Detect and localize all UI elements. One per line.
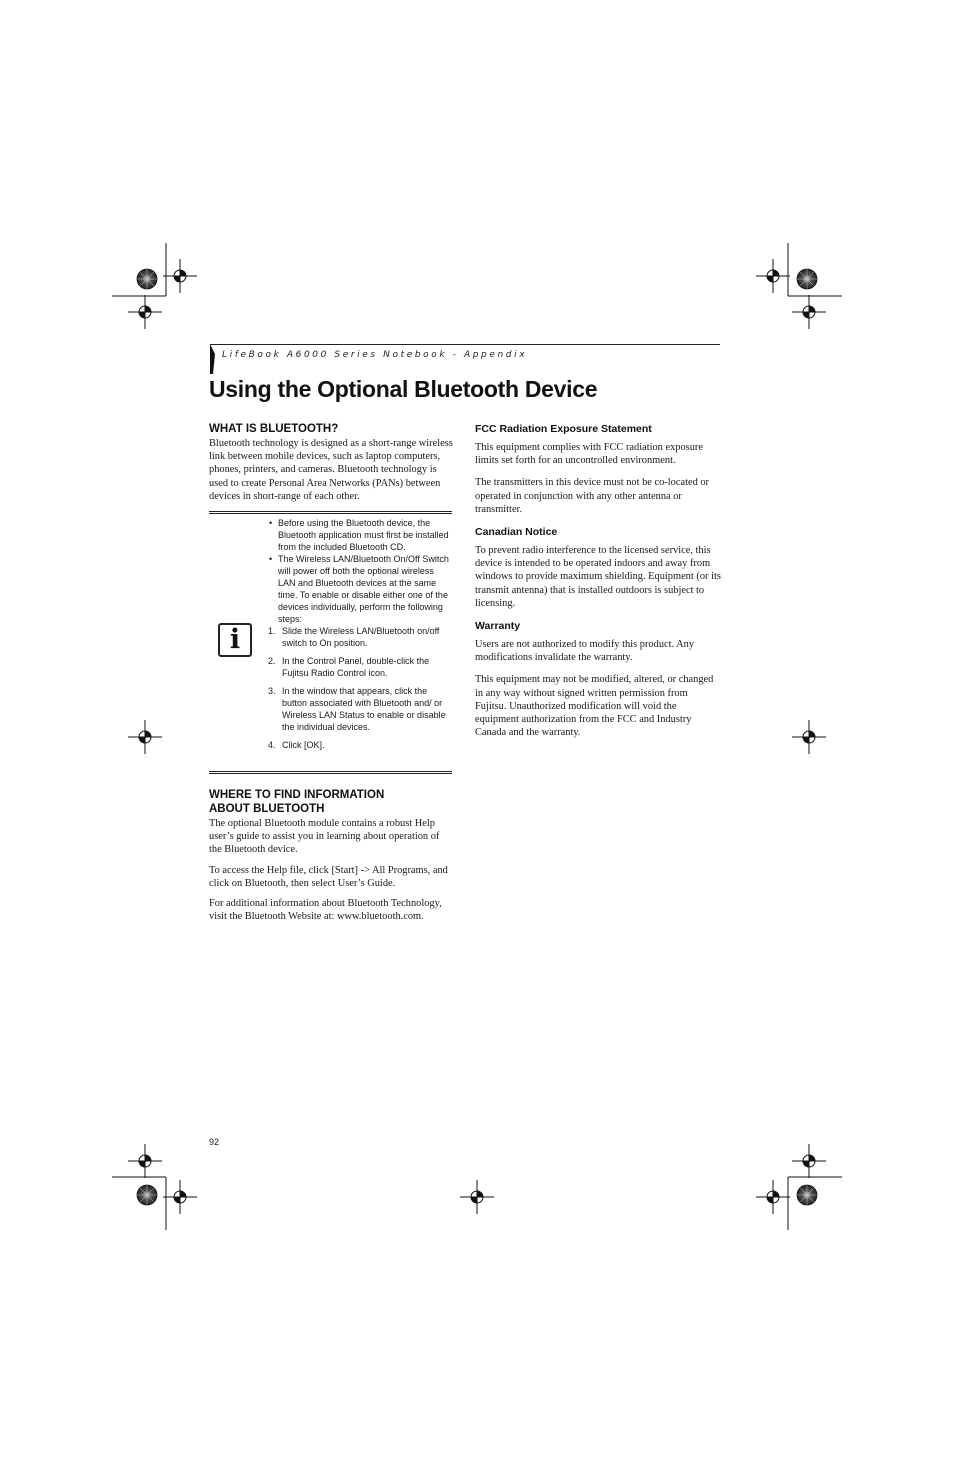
note-step-number: 3. xyxy=(268,686,276,696)
canadian-notice-text: To prevent radio interference to the licensed service, this device is intended to be operated indoors and away from windows to provide maximum shielding. Equipment (or its transmit antenna) that is installed outdoors is subject to licensing. xyxy=(475,545,721,609)
header-rule xyxy=(210,344,720,345)
where-to-find-heading xyxy=(209,788,453,816)
note-bullet: • The Wireless LAN/Bluetooth On/Off Switch will power off both the optional wireless LAN and Bluetooth devices at the same time. To enable or disable either one of the devices individually, perform the following steps: xyxy=(269,554,449,624)
where-to-find-section xyxy=(209,788,453,930)
note-step-text: In the window that appears, click the button associated with Bluetooth and/ or Wireless LAN Status to enable or disable the individual devices. xyxy=(282,686,446,732)
note-step xyxy=(267,685,452,733)
info-icon: i xyxy=(218,623,252,657)
left-column xyxy=(209,422,453,510)
note-rule-top xyxy=(209,511,452,514)
page-title: Using the Optional Bluetooth Device xyxy=(209,376,598,402)
note-step xyxy=(267,739,452,751)
where-to-find-text: For additional information about Bluetooth Technology, visit the Bluetooth Website at: www.bluetooth.com. xyxy=(209,898,442,923)
note-step xyxy=(267,625,452,649)
header-tab-mark xyxy=(210,344,215,374)
running-head: LifeBook A6000 Series Notebook - Appendix xyxy=(222,350,528,360)
note-box xyxy=(209,511,452,775)
fcc-text: The transmitters in this device must not be co-located or operated in conjunction with any other antenna or transmitter. xyxy=(475,477,710,515)
fcc-heading: FCC Radiation Exposure Statement xyxy=(475,423,652,435)
warranty-text: This equipment may not be modified, altered, or changed in any way without signed written permission from Fujitsu. Unauthorized modification will void the equipment authorization from the FCC and Industry Canada and the warranty. xyxy=(475,674,714,739)
fcc-text: This equipment complies with FCC radiation exposure limits set forth for an uncontrolled environment. xyxy=(475,442,703,467)
what-is-bluetooth-heading: WHAT IS BLUETOOTH? xyxy=(209,423,339,435)
what-is-bluetooth-text: Bluetooth technology is designed as a short-range wireless link between mobile devices, such as laptop computers, phones, printers, and cameras. Bluetooth technology is used to create Personal Area Networks (PANs) between devices in short-range of each other. xyxy=(209,438,453,502)
note-bullet-text: The Wireless LAN/Bluetooth On/Off Switch will power off both the optional wireless LAN and Bluetooth devices at the same time. To enable or disable either one of the devices individually, perform the following steps: xyxy=(278,554,449,624)
note-step-text: Slide the Wireless LAN/Bluetooth on/off switch to On position. xyxy=(282,626,440,648)
note-step xyxy=(267,655,452,679)
warranty-heading: Warranty xyxy=(475,620,521,633)
where-to-find-text: To access the Help file, click [Start] -> All Programs, and click on Bluetooth, then select User’s Guide. xyxy=(209,864,448,889)
warranty-text: Users are not authorized to modify this product. Any modifications invalidate the warranty. xyxy=(475,639,695,664)
right-column xyxy=(475,422,721,746)
note-step-number: 1. xyxy=(268,626,276,636)
note-list xyxy=(267,517,452,751)
note-bullet: • Before using the Bluetooth device, the Bluetooth application must first be installed from the included Bluetooth CD. xyxy=(269,518,449,552)
note-step-number: 4. xyxy=(268,740,276,750)
page-number: 92 xyxy=(209,1137,220,1147)
note-bullet-text: Before using the Bluetooth device, the Bluetooth application must first be installed from the included Bluetooth CD. xyxy=(278,518,449,552)
note-step-text: Click [OK]. xyxy=(282,740,325,750)
canadian-notice-heading: Canadian Notice xyxy=(475,526,558,539)
note-step-number: 2. xyxy=(268,656,276,666)
where-to-find-heading-line1: WHERE TO FIND INFORMATION xyxy=(209,789,385,801)
where-to-find-text: The optional Bluetooth module contains a robust Help user’s guide to assist you in learning about operation of the Bluetooth device. xyxy=(209,818,440,856)
note-rule-bottom xyxy=(209,771,452,774)
note-step-text: In the Control Panel, double-click the Fujitsu Radio Control icon. xyxy=(282,656,430,678)
where-to-find-heading-line2: ABOUT BLUETOOTH xyxy=(209,803,325,815)
